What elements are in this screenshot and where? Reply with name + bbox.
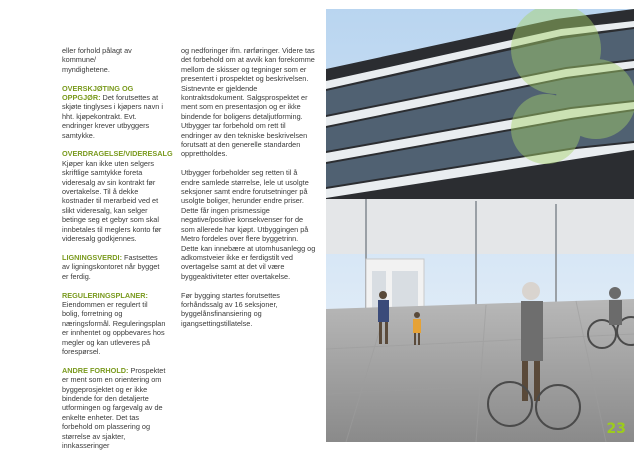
section-heading: REGULERINGSPLANER:	[62, 290, 148, 300]
building-render-image	[326, 9, 634, 442]
paragraph	[181, 168, 316, 281]
paragraph-text: Prospektet er ment som en orientering om byggeprosjektet og er ikke bindende for den detaljerte utformingen og fargevalg av de enkelte enheter. Det tas forbehold om plassering og størrelse av sjakter, innkasseringer	[62, 365, 166, 450]
paragraph-text: Kjøper kan ikke uten selgers skriftlige samtykke foreta videresalg av sin kontrakt før overtakelse. Til å dekke kostnader til merarbeid ved et slikt videresalg, kan selger betinge seg et gebyr som skal innbetales til meglers konto før videresalg godkjennes.	[62, 158, 162, 244]
paragraph-text: og nedforinger ifm. rørføringer. Videre tas det forbehold om at avvik kan forekomme mellom de skisser og tegninger som er presentert i prospektet og beskrivelsen. Sistnevnte er gjeldende kontraktsdokument. Salgsprospektet er ment som en presentasjon og er ikke bindende for boligens detaljutforming. Utbygger tar forbehold om rett til endringer av den tekniske beskrivelsen forutsatt at den generelle standarden opprettholdes.	[181, 46, 315, 159]
section-heading: LIGNINGSVERDI:	[62, 252, 122, 262]
paragraph	[62, 366, 166, 451]
section-heading: ANDRE FORHOLD:	[62, 365, 129, 375]
page-number: 23	[606, 421, 626, 437]
paragraph	[181, 46, 316, 159]
paragraph	[62, 291, 166, 357]
paragraph-text: Utbygger forbeholder seg retten til å endre samlede størrelse, lele ut usolgte seksjoner samt endre forutsetninger på usolgte boliger, herunder endre priser. Dette får ingen prismessige negative/positive konsekvenser for de som allerede har kjøpt. Utbyggingen på Metro fordeles over flere byggetrinn. Dette kan innebære at utomhusanlegg og adkomstveier ikke er ferdigstilt ved overtagelse samt at det vil være byggeaktiviteter etter overtakelse.	[181, 168, 316, 281]
text-column-right	[181, 46, 316, 338]
section-heading: OVERSKJØTING OG OPPGJØR:	[62, 83, 134, 103]
paragraph-text: Fastsettes av ligningskontoret når bygget er ferdig.	[62, 252, 160, 281]
paragraph-text: Før bygging startes forutsettes forhåndssalg av 16 seksjoner, byggelånsfinansiering og igangsettingstillatelse.	[181, 290, 280, 328]
paragraph	[62, 84, 166, 140]
paragraph	[62, 46, 166, 74]
section-heading: OVERDRAGELSE/VIDERESALG	[62, 149, 173, 159]
text-column-left	[62, 46, 173, 460]
paragraph-text: eller forhold pålagt av kommune/ myndighetene.	[62, 46, 132, 74]
paragraph	[181, 291, 316, 329]
paragraph-text: Eiendommen er regulert til bolig, forretning og næringsformål. Reguleringsplan er innhentet og oppbevares hos megler og kan utleveres på forespørsel.	[62, 299, 166, 356]
paragraph-text: Det forutsettes at skjøte tinglyses i kjøpers navn i hht. kjøpekontrakt. Evt. endringer krever utbyggers samtykke.	[62, 93, 163, 140]
paragraph	[62, 149, 173, 244]
paragraph	[62, 253, 166, 281]
